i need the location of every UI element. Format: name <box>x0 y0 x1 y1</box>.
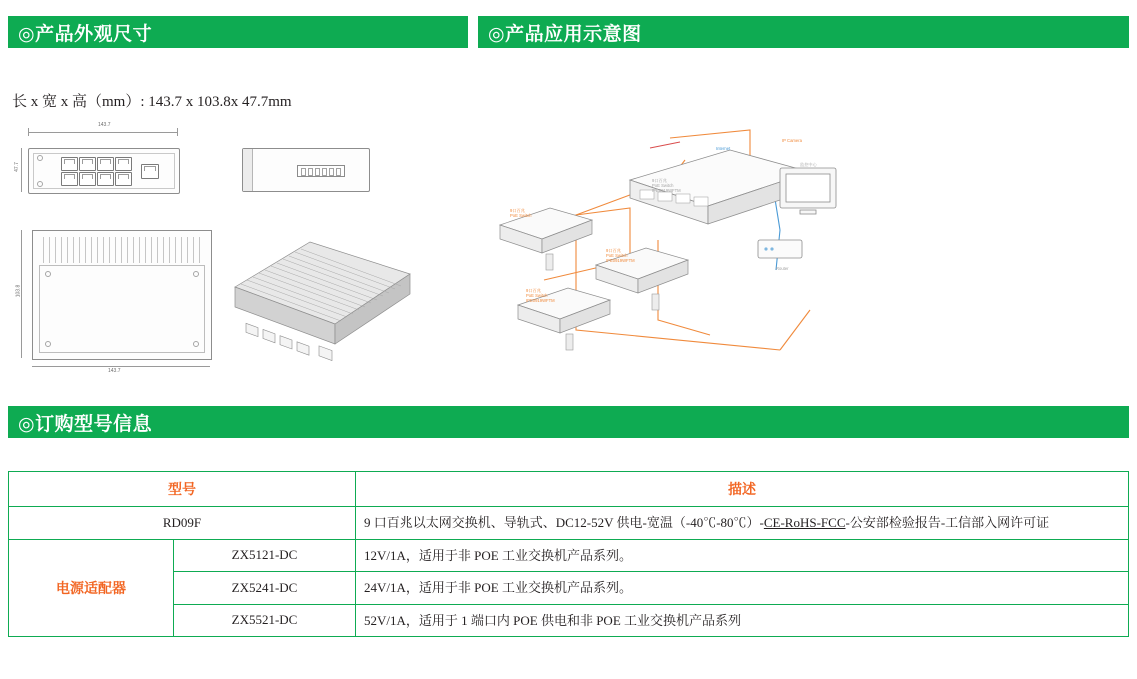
table-row <box>9 539 1129 572</box>
svg-text:IP Camera: IP Camera <box>782 138 802 143</box>
svg-text:IPE0919WFTM: IPE0919WFTM <box>606 258 635 263</box>
svg-text:9口百兆: 9口百兆 <box>526 288 541 293</box>
top-view-drawing <box>32 230 212 360</box>
dim-label-left-height: 47.7 <box>13 162 20 172</box>
table-row <box>9 507 1129 540</box>
model-rd09f: RD09F <box>9 507 356 540</box>
dim-label-bottom-width: 143.7 <box>108 368 121 374</box>
svg-text:IPE0919WFTM: IPE0919WFTM <box>526 298 555 303</box>
front-view-drawing <box>28 148 180 194</box>
order-model-table <box>8 471 1129 637</box>
dimension-text: 长 x 宽 x 高（mm）: 143.7 x 103.8x 47.7mm <box>12 94 292 110</box>
desc-zx5241: 24V/1A，适用于非 POE 工业交换机产品系列。 <box>356 572 1129 605</box>
dim-label-top-width: 143.7 <box>98 122 111 128</box>
table-row <box>9 572 1129 605</box>
svg-text:PoE Switch: PoE Switch <box>526 293 548 298</box>
desc-zx5121: 12V/1A，适用于非 POE 工业交换机产品系列。 <box>356 539 1129 572</box>
model-zx5521: ZX5521-DC <box>174 604 356 637</box>
terminal-block <box>297 165 345 177</box>
svg-text:9口百兆: 9口百兆 <box>606 248 621 253</box>
section-header-order <box>8 406 1129 438</box>
section-header-order-label: ◎订购型号信息 <box>18 412 153 435</box>
desc-zx5521: 52V/1A，适用于 1 端口内 POE 供电和非 POE 工业交换机产品系列 <box>356 604 1129 637</box>
isometric-view-drawing <box>215 212 420 362</box>
desc-certifications: CE-RoHS-FCC <box>763 515 846 530</box>
table-header-row <box>9 472 1129 507</box>
model-zx5121: ZX5121-DC <box>174 539 356 572</box>
monitor-device <box>780 168 836 214</box>
section-header-dimensions <box>8 16 468 48</box>
svg-text:监控中心: 监控中心 <box>800 162 817 167</box>
side-view-drawing <box>242 148 370 192</box>
group-label-power-adapter: 电源适配器 <box>9 539 174 637</box>
application-topology-diagram <box>480 120 1130 395</box>
svg-text:9口百兆: 9口百兆 <box>510 208 525 213</box>
dim-label-depth: 103.8 <box>15 284 22 298</box>
svg-text:PoE Switch: PoE Switch <box>510 213 532 218</box>
svg-text:IPE0919WFTM: IPE0919WFTM <box>652 188 681 193</box>
section-header-dimensions-label: ◎产品外观尺寸 <box>18 22 153 45</box>
model-zx5241: ZX5241-DC <box>174 572 356 605</box>
section-header-application <box>478 16 1129 48</box>
svg-text:9口百兆: 9口百兆 <box>652 178 667 183</box>
product-dimension-drawings <box>10 120 460 390</box>
section-header-application-label: ◎产品应用示意图 <box>488 22 642 45</box>
svg-text:PoE Switch: PoE Switch <box>606 253 628 258</box>
svg-text:Internet: Internet <box>716 146 731 151</box>
svg-text:PoE Switch: PoE Switch <box>652 183 674 188</box>
svg-text:Router: Router <box>776 266 789 271</box>
table-row <box>9 604 1129 637</box>
desc-rd09f <box>356 507 1129 540</box>
table-header-description: 描述 <box>356 472 1129 507</box>
router-device <box>758 240 802 258</box>
desc-suffix: -公安部检验报告-工信部入网许可证 <box>845 515 1050 530</box>
desc-prefix: 9 口百兆以太网交换机、导轨式、DC12-52V 供电-宽温（-40℃-80℃）- <box>364 515 764 530</box>
heatsink-fins <box>43 237 201 263</box>
table-header-model: 型号 <box>9 472 356 507</box>
